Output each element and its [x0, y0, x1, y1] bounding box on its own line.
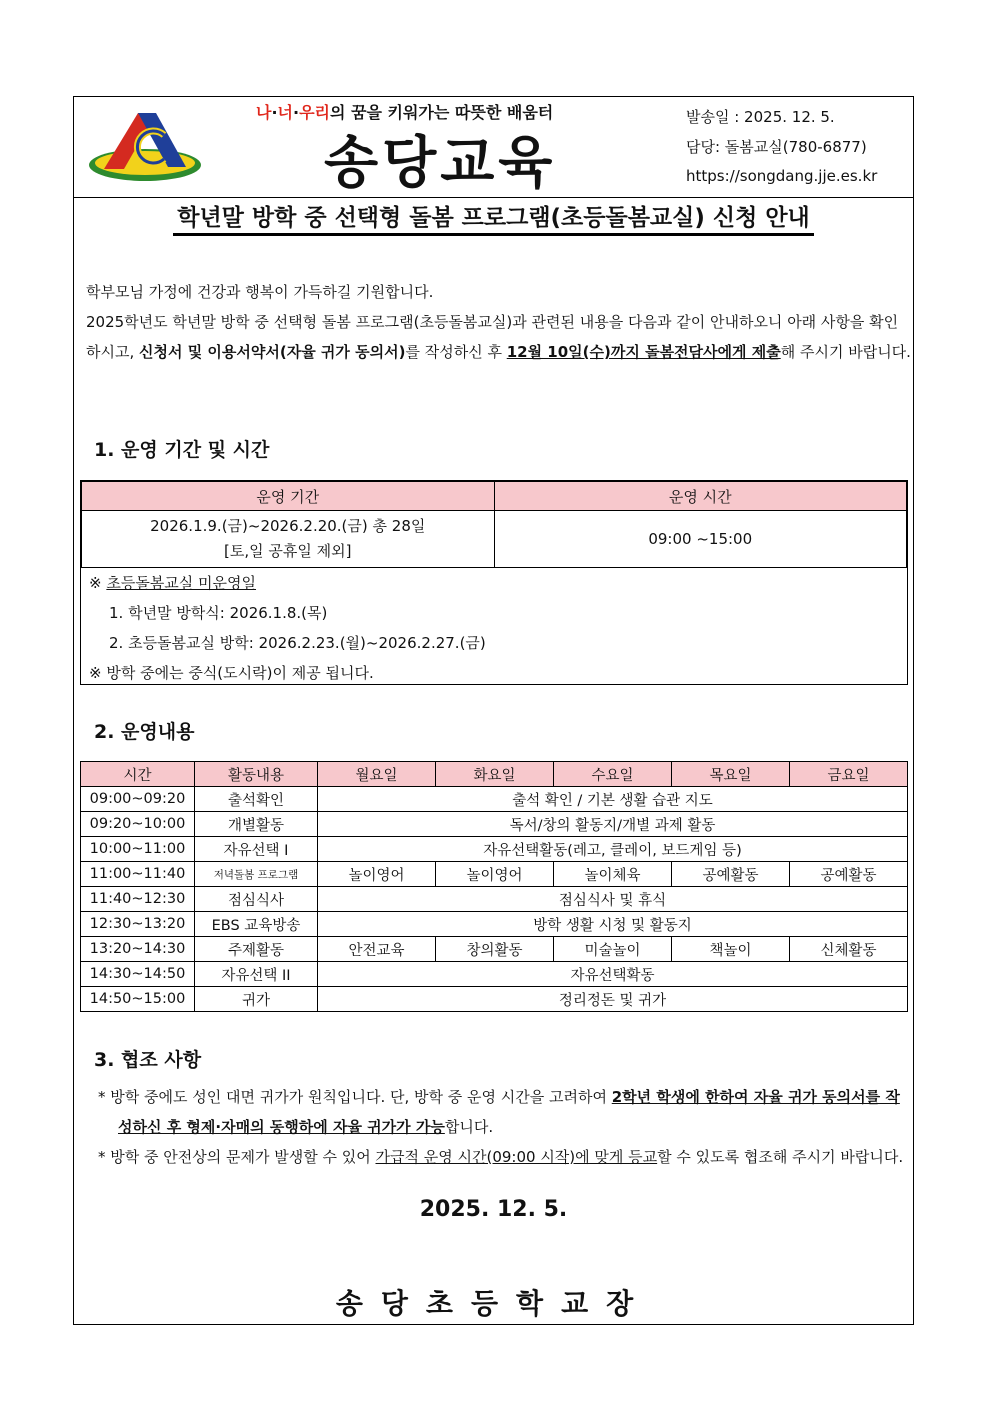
schedule-content: 출석 확인 / 기본 생활 습관 지도 — [318, 787, 908, 812]
letterhead — [74, 97, 913, 198]
schedule-table — [80, 761, 908, 1012]
note-item: 1. 학년말 방학식: 2026.1.8.(목) — [109, 604, 328, 622]
schedule-row — [81, 862, 908, 887]
schedule-time: 09:20~10:00 — [81, 812, 195, 837]
coop-item: * 방학 중 안전상의 문제가 발생할 수 있어 가급적 운영 시간(09:00 시작)에 맞게 등교할 수 있도록 협조해 주시기 바랍니다. — [98, 1148, 904, 1166]
schedule-activity: 출석확인 — [195, 787, 318, 812]
schedule-content: 자유선택활동(레고, 클레이, 보드게임 등) — [318, 837, 908, 862]
schedule-row — [81, 962, 908, 987]
schedule-day-cell: 미술놀이 — [554, 937, 672, 962]
notes — [81, 568, 907, 688]
schedule-row — [81, 987, 908, 1012]
schedule-time: 14:30~14:50 — [81, 962, 195, 987]
brand-title: 송당교육 — [324, 131, 557, 196]
schedule-time: 11:00~11:40 — [81, 862, 195, 887]
schedule-row — [81, 912, 908, 937]
send-date: 발송일 : 2025. 12. 5. — [686, 108, 835, 126]
schedule-header-2: 월요일 — [318, 762, 436, 787]
schedule-day-cell: 놀이영어 — [436, 862, 554, 887]
col-time-header: 운영 시간 — [494, 482, 907, 511]
schedule-content: 점심식사 및 휴식 — [318, 887, 908, 912]
schedule-time: 10:00~11:00 — [81, 837, 195, 862]
intro-text — [86, 277, 912, 367]
section3-heading: 3. 협조 사항 — [94, 1049, 202, 1071]
document-title: 학년말 방학 중 선택형 돌봄 프로그램(초등돌봄교실) 신청 안내 — [74, 199, 913, 232]
school-url[interactable]: https://songdang.jje.es.kr — [686, 167, 878, 185]
greeting: 학부모님 가정에 건강과 행복이 가득하길 기원합니다. — [86, 283, 434, 301]
school-logo-icon — [86, 109, 204, 187]
schedule-row — [81, 937, 908, 962]
schedule-row — [81, 787, 908, 812]
section2-heading: 2. 운영내용 — [94, 721, 195, 743]
footer-date: 2025. 12. 5. — [419, 1197, 568, 1222]
schedule-time: 09:00~09:20 — [81, 787, 195, 812]
note-lunch: ※ 방학 중에는 중식(도시락)이 제공 됩니다. — [89, 664, 374, 682]
schedule-activity: 개별활동 — [195, 812, 318, 837]
schedule-time: 11:40~12:30 — [81, 887, 195, 912]
schedule-time: 13:20~14:30 — [81, 937, 195, 962]
schedule-day-cell: 신체활동 — [790, 937, 908, 962]
schedule-content: 독서/창의 활동지/개별 과제 활동 — [318, 812, 908, 837]
schedule-content: 정리정돈 및 귀가 — [318, 987, 908, 1012]
schedule-activity: 주제활동 — [195, 937, 318, 962]
schedule-row — [81, 812, 908, 837]
schedule-header-6: 금요일 — [790, 762, 908, 787]
coop-item: * 방학 중에도 성인 대면 귀가가 원칙입니다. 단, 방학 중 운영 시간을 고려하여 2학년 학생에 한하여 자율 귀가 동의서를 작성하신 후 형제·자매의 동행하에 자율 귀가가 가능합니다. — [98, 1088, 900, 1136]
schedule-content: 자유선택확동 — [318, 962, 908, 987]
schedule-time: 14:50~15:00 — [81, 987, 195, 1012]
schedule-day-cell: 책놀이 — [672, 937, 790, 962]
schedule-activity: 저녁돌봄 프로그램 — [195, 862, 318, 887]
section1-heading: 1. 운영 기간 및 시간 — [94, 439, 270, 461]
schedule-day-cell: 공예활동 — [672, 862, 790, 887]
intro-paragraph: 2025학년도 학년말 방학 중 선택형 돌봄 프로그램(초등돌봄교실)과 관련된 내용을 다음과 같이 안내하오니 아래 사항을 확인하시고, 신청서 및 이용서약서(자율 귀가 동의서)를 작성하신 후 12월 10일(수)까지 돌봄전담사에게 제출해 주시기 바랍니다. — [86, 313, 911, 361]
schedule-day-cell: 공예활동 — [790, 862, 908, 887]
school-slogan: 나·너·우리의 꿈을 키워가는 따뜻한 배움터 — [256, 103, 554, 122]
note-title: ※ 초등돌봄교실 미운영일 — [89, 574, 257, 592]
schedule-activity: 자유선택 II — [195, 962, 318, 987]
schedule-header-4: 수요일 — [554, 762, 672, 787]
schedule-activity: 점심식사 — [195, 887, 318, 912]
document-frame — [73, 96, 914, 1325]
schedule-time: 12:30~13:20 — [81, 912, 195, 937]
col-period-header: 운영 기간 — [82, 482, 495, 511]
schedule-header-3: 화요일 — [436, 762, 554, 787]
schedule-header-0: 시간 — [81, 762, 195, 787]
operation-time: 09:00 ~15:00 — [494, 511, 907, 568]
schedule-day-cell: 창의활동 — [436, 937, 554, 962]
period-table — [81, 481, 907, 568]
schedule-day-cell: 놀이체육 — [554, 862, 672, 887]
schedule-header-row — [81, 762, 908, 787]
contact-info: 담당: 돌봄교실(780-6877) — [686, 138, 867, 156]
schedule-header-5: 목요일 — [672, 762, 790, 787]
schedule-activity: 자유선택 I — [195, 837, 318, 862]
schedule-row — [81, 887, 908, 912]
schedule-header-1: 활동내용 — [195, 762, 318, 787]
schedule-content: 방학 생활 시청 및 활동지 — [318, 912, 908, 937]
schedule-activity: EBS 교육방송 — [195, 912, 318, 937]
schedule-day-cell: 놀이영어 — [318, 862, 436, 887]
cooperation-notes — [86, 1082, 912, 1172]
note-item: 2. 초등돌봄교실 방학: 2026.2.23.(월)~2026.2.27.(금) — [109, 634, 486, 652]
period-line1: 2026.1.9.(금)~2026.2.20.(금) 총 28일 — [150, 517, 426, 535]
principal-signature: 송당초등학교장 — [335, 1287, 652, 1320]
operation-period-box — [80, 480, 908, 685]
period-line2: [토,일 공휴일 제외] — [224, 542, 352, 560]
schedule-day-cell: 안전교육 — [318, 937, 436, 962]
schedule-activity: 귀가 — [195, 987, 318, 1012]
schedule-row — [81, 837, 908, 862]
